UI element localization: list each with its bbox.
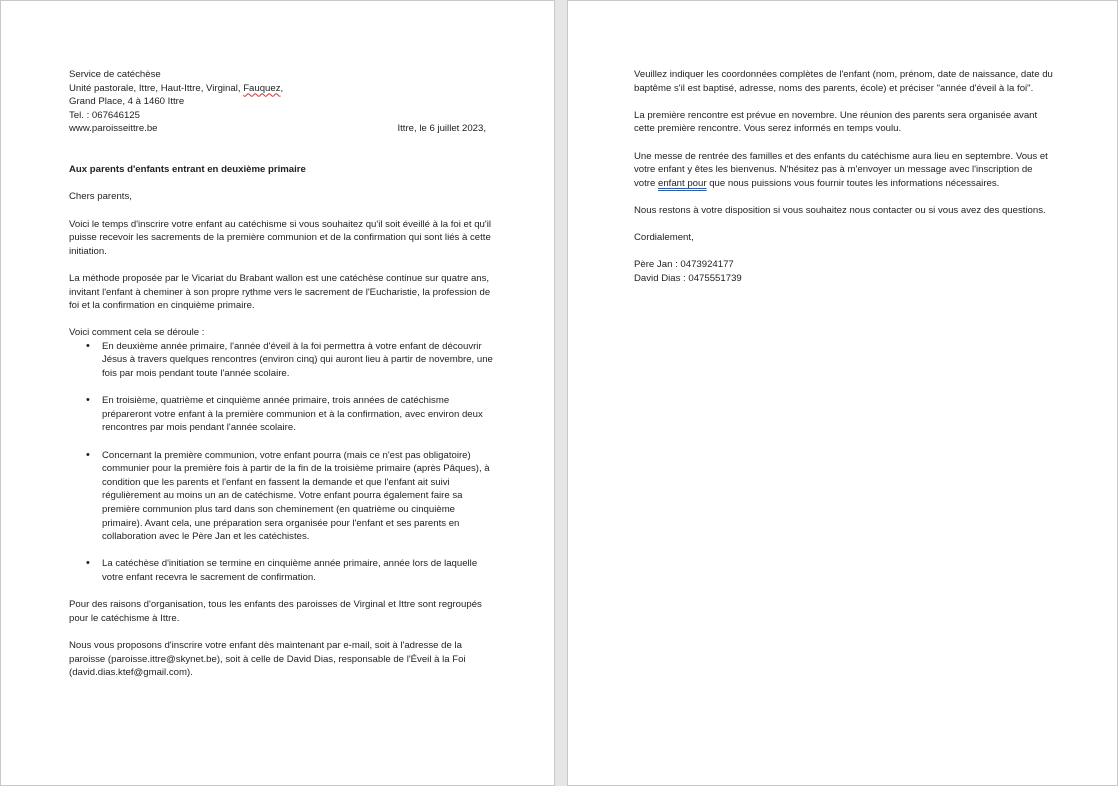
paragraph-contact: Nous restons à votre disposition si vous souhaitez nous contacter ou si vous avez des questions. [634,204,1046,216]
sender-address: Grand Place, 4 à 1460 Ittre [69,96,185,108]
letter-date: Ittre, le 6 juillet 2023, [397,123,486,135]
page-2-text [634,68,1054,286]
sender-phone: Tel. : 067646125 [69,109,140,121]
grammar-mark: enfant pour [658,177,707,189]
list-item: • La catéchèse d'initiation se termine en cinquième année primaire, année lors de laquelle votre enfant recevra le sacrement de confirmation. [69,557,494,584]
document-page-1 [0,0,555,786]
letter-greeting: Chers parents, [69,191,132,203]
sender-website: www.paroisseittre.be [69,123,158,135]
sender-unit-text: Unité pastorale, Ittre, Haut-Ittre, Virginal, [69,82,244,94]
letter-subject: Aux parents d'enfants entrant en deuxième primaire [69,164,306,176]
spellcheck-word: Fauquez [243,82,281,94]
paragraph-organisation: Pour des raisons d'organisation, tous les enfants des paroisses de Virginal et Ittre sont regroupés pour le catéchisme à Ittre. [69,599,482,624]
steps-list [69,340,494,585]
contact-david-dias: David Dias : 0475551739 [634,272,742,284]
paragraph-first-meeting: La première rencontre est prévue en novembre. Une réunion des parents sera organisée avant cette première rencontre. Vous serez informés en temps voulu. [634,109,1038,135]
sender-service: Service de catéchèse [69,69,161,80]
letter-closing: Cordialement, [634,232,694,244]
list-item: • Concernant la première communion, votre enfant pourra (mais ce n'est pas obligatoire) communier pour la première fois à partir de la fin de la troisième primaire (après Pâques), à condition que les parents et l'enfant en fassent la demande et que l'enfant ait suivi régulièrement au moins un an de catéchisme. Votre enfant pourra également faire sa première communion plus tard dans son cheminement (en quatrième ou cinquième primaire). Avant cela, une préparation sera organisée pour l'enfant et ses parents en collaboration avec le Père Jan et les catéchistes. [69,449,494,544]
paragraph-mass-start: Une messe de rentrée des familles et des enfants du catéchisme aura lieu en septembre. Vous et votre enfant y êtes les bienvenus. N'hésitez pas à m'envoyer un message avec l'inscription de votre [634,150,1048,189]
website-date-row [69,122,494,136]
paragraph-details: Veuillez indiquer les coordonnées complètes de l'enfant (nom, prénom, date de naissance, date du baptême s'il est baptisé, adresse, noms des parents, école) et préciser "année d'éveil à la foi". [634,69,1053,94]
list-spacer [69,544,494,558]
sender-unit-comma: , [280,82,284,94]
paragraph-mass-end: que nous puissions vous fournir toutes les informations nécessaires. [706,177,1000,189]
document-page-2 [567,0,1118,786]
page-1-text [69,68,494,680]
list-intro: Voici comment cela se déroule : [69,327,205,339]
list-spacer [69,381,494,395]
contact-pere-jan: Père Jan : 0473924177 [634,259,734,271]
sender-unit [69,82,494,96]
paragraph-mass [634,150,1054,191]
list-item: • En deuxième année primaire, l'année d'éveil à la foi permettra à votre enfant de découvrir Jésus à travers quelques rencontres (environ cinq) qui auront lieu à partir de novembre, une fois par mois pendant toute l'année scolaire. [69,340,494,381]
paragraph-method: La méthode proposée par le Vicariat du Brabant wallon est une catéchèse continue sur quatre ans, invitant l'enfant à cheminer à son propre rythme vers le sacrement de l'Eucharistie, la profession de foi et la confirmation en cinquième primaire. [69,272,491,312]
list-spacer [69,435,494,449]
paragraph-intro: Voici le temps d'inscrire votre enfant au catéchisme si vous souhaitez qu'il soit éveillé à la foi et qu'il puisse recevoir les sacrements de la première communion et de la confirmation qui sont liés à cette initiation. [69,218,491,257]
paragraph-registration: Nous vous proposons d'inscrire votre enfant dès maintenant par e-mail, soit à l'adresse de la paroisse (paroisse.ittre@skynet.be), soit à celle de David Dias, responsable de l'Éveil à la Foi (david.dias.ktef@gmail.com). [69,639,466,679]
list-item: • En troisième, quatrième et cinquième année primaire, trois années de catéchisme prépareront votre enfant à la première communion et à la confirmation, avec environ deux rencontres par mois pendant l'année scolaire. [69,394,494,435]
